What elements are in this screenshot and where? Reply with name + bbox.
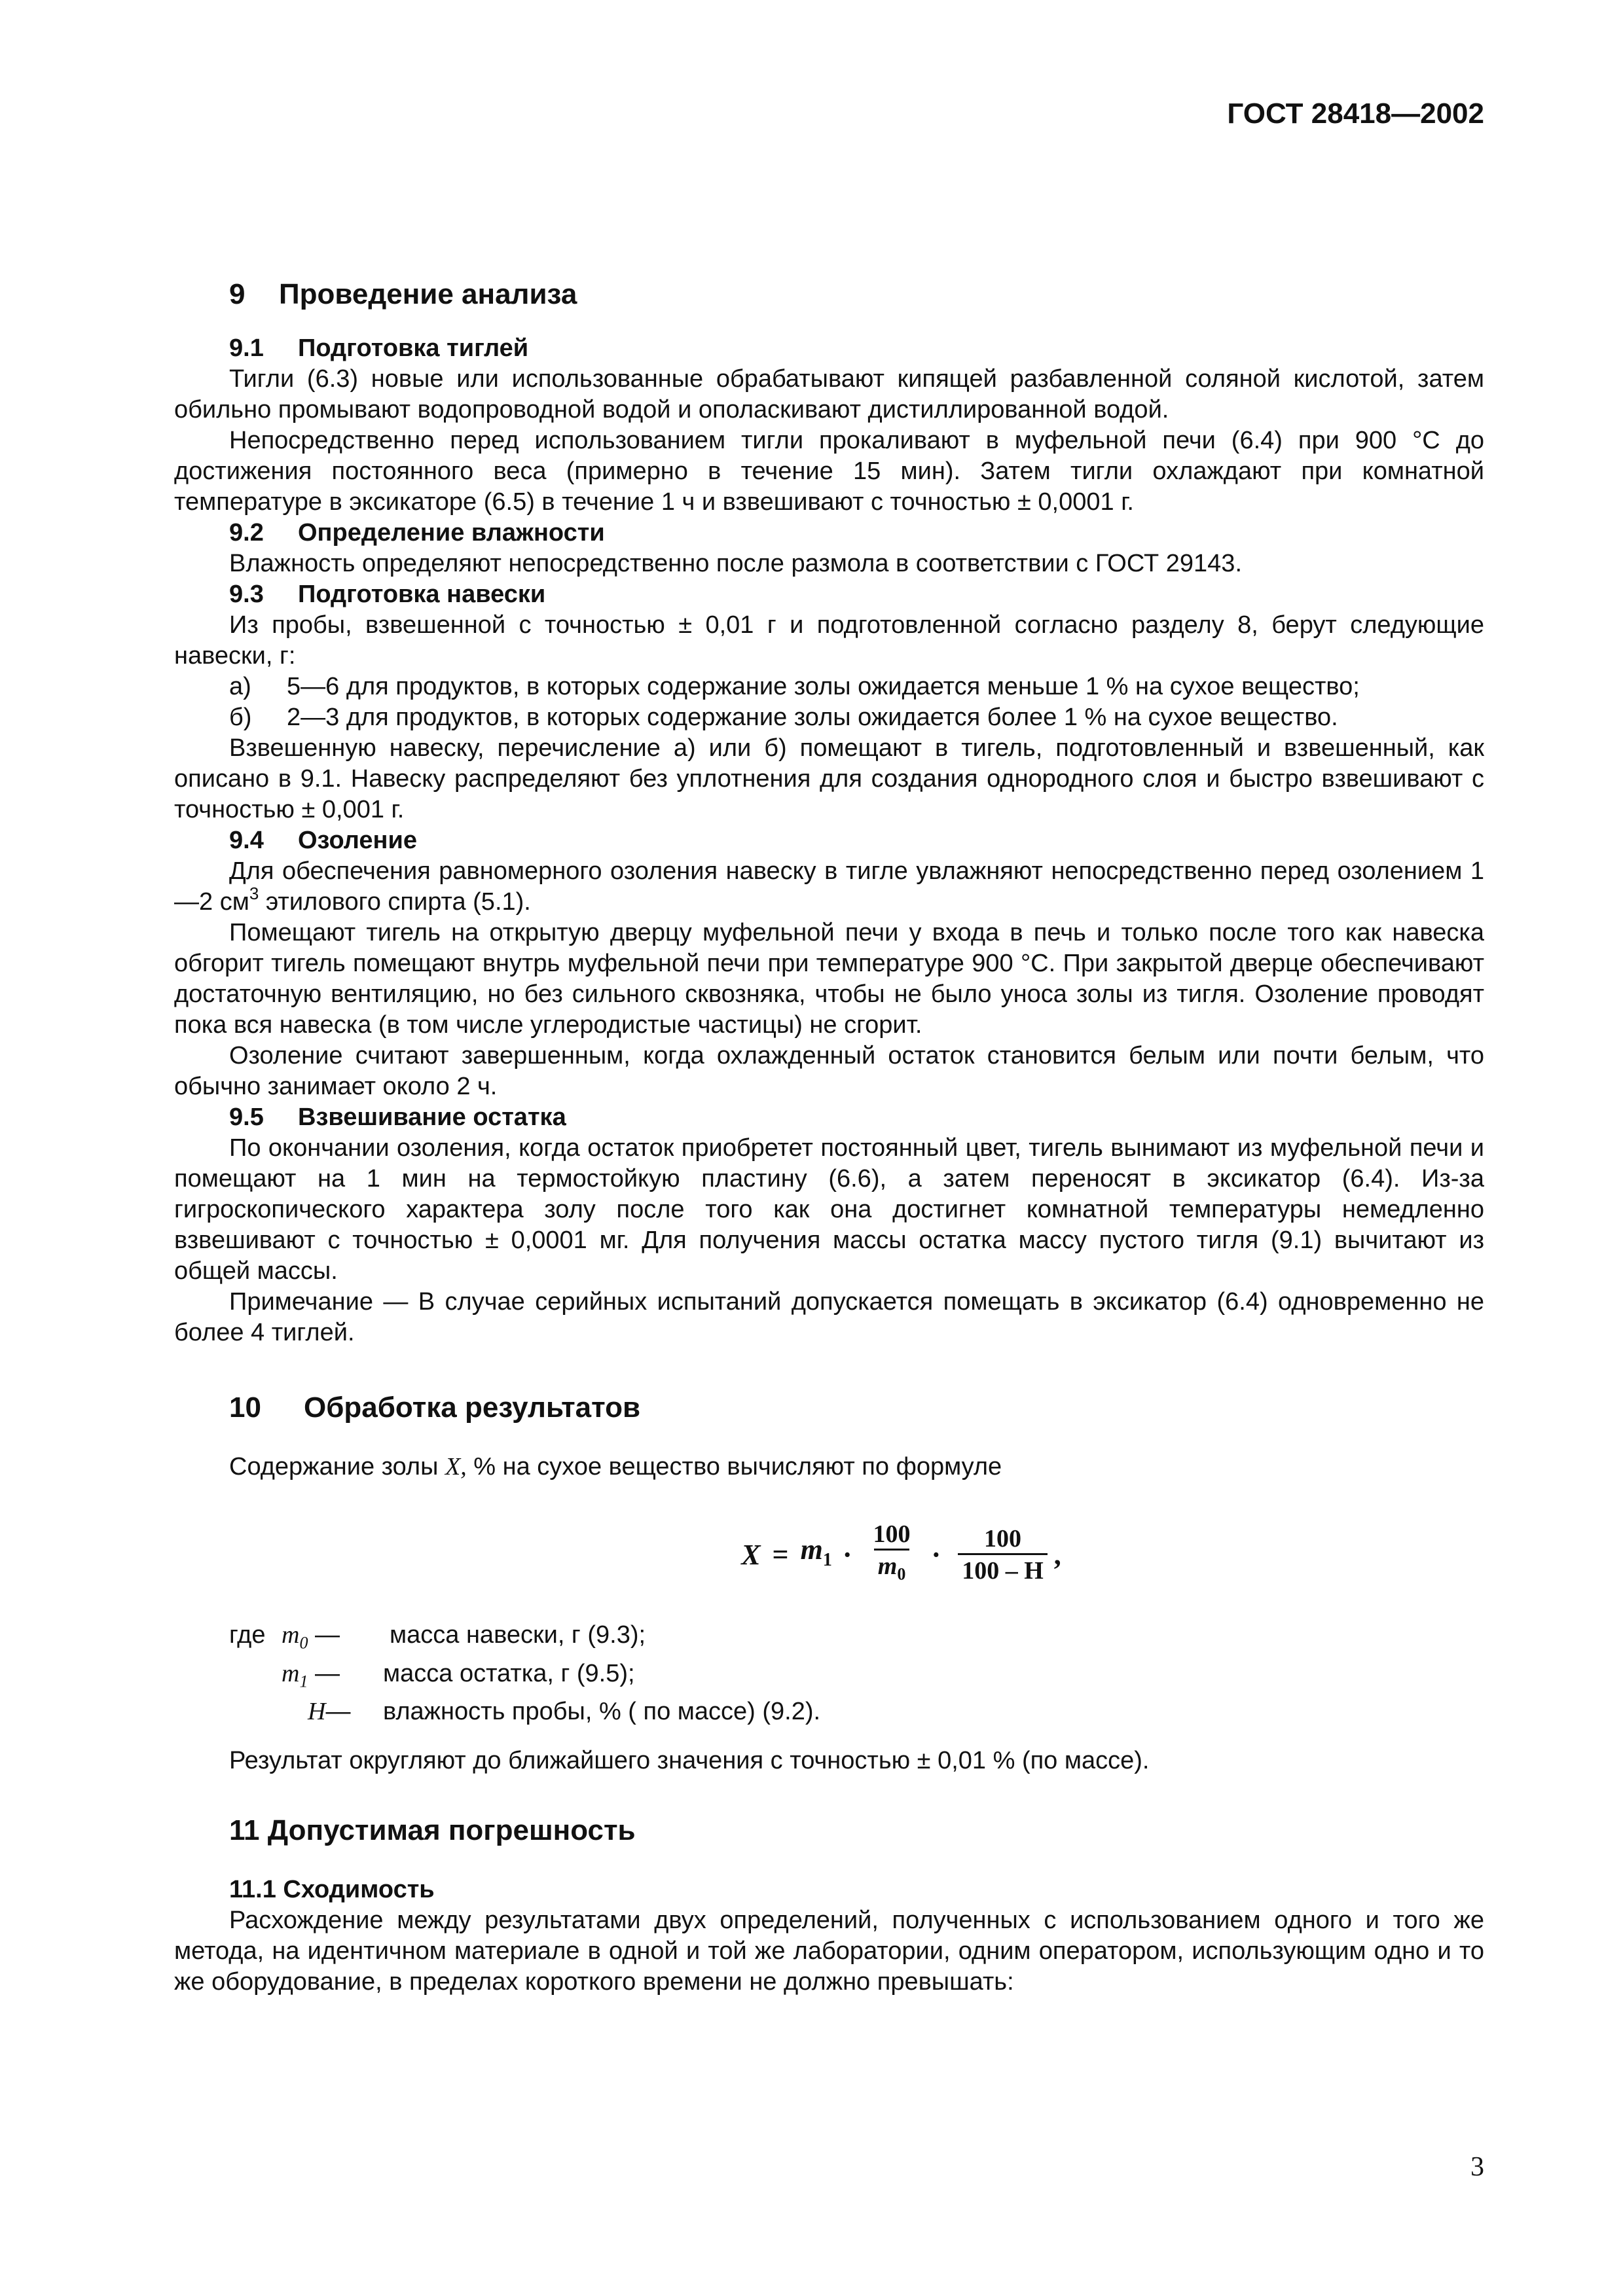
where-label: где [229, 1621, 266, 1649]
definition-row [229, 1696, 1484, 1727]
ash-formula [318, 1509, 1484, 1600]
section-title: Проведение анализа [279, 278, 577, 310]
paragraph-text: % на сухое вещество вычисляют по формуле [466, 1453, 1002, 1480]
subsection-11-1-heading: 11.1 Сходимость [229, 1876, 435, 1904]
paragraph: Расхождение между результатами двух определений, полученных с использованием одного и того же метода, на идентичном материале в одной и той же лаборатории, одним оператором, использующим одно и то же оборудование, в пределах короткого времени не должно превышать: [174, 1907, 1484, 1996]
formula-comma: , [1053, 1538, 1061, 1571]
page-content [174, 277, 1484, 1998]
subscript: 0 [897, 1564, 906, 1584]
subscript: 1 [822, 1549, 832, 1570]
subsection-title: Определение влажности [298, 519, 605, 547]
definition-dash: — [308, 1621, 340, 1649]
paragraph: Тигли (6.3) новые или использованные обрабатывают кипящей разбавленной соляной кислотой, затем обильно промывают водопроводной водой и ополаскивают дистиллированной водой. [174, 365, 1484, 423]
variable-definitions [174, 1620, 1484, 1727]
definition-symbol [282, 1659, 383, 1697]
section-title: Обработка результатов [304, 1391, 641, 1424]
page-number: 3 [1470, 2152, 1484, 2182]
paragraph: Помещают тигель на открытую дверцу муфельной печи у входа в печь и только после того как навеска обгорит тигель помещают внутрь муфельной печи при температуре 900 °С. При закрытой дверце обеспечивают достаточную вентиляцию, но без сильного сквозняка, чтобы не было уноса золы из тигля. Озоление проводят пока вся навеска (в том числе углеродистые частицы) не сгорит. [174, 919, 1484, 1039]
rounding-rule: Результат округляют до ближайшего значения с точностью ± 0,01 % (по массе). [229, 1747, 1150, 1775]
spacer [229, 1659, 282, 1697]
paragraph-text: Для обеспечения равномерного озоления навеску в тигле увлажняют непосредственно перед озолением 1—2 см [174, 857, 1484, 916]
definition-text: влажность пробы, % ( по массе) (9.2). [383, 1698, 821, 1726]
fraction-100-over-m0 [869, 1520, 915, 1589]
section-number: 10 [229, 1391, 261, 1424]
formula-intro [174, 1452, 1484, 1482]
fraction-numerator: 100 [873, 1520, 911, 1549]
paragraph: По окончании озоления, когда остаток приобретет постоянный цвет, тигель вынимают из муфельной печи и помещают на 1 мин на термостойкую пластину (6.6), а затем переносят в эксикатор (6.4). Из-за гигроскопического характера золу после того как она достигнет комнатной температуры немедленно взвешивают с точностью ± 0,0001 мг. Для получения массы остатка массу пустого тигля (9.1) вычитают из общей массы. [174, 1134, 1484, 1285]
subsection-title: Подготовка тиглей [298, 334, 529, 362]
spacer [229, 1696, 308, 1727]
subsection-number: 9.1 [229, 334, 264, 362]
section-number: 9 [229, 278, 246, 310]
fraction-numerator: 100 [984, 1524, 1022, 1552]
section-11-heading: 11 Допустимая погрешность [229, 1814, 636, 1847]
superscript: 3 [249, 884, 259, 903]
paragraph-text: этилового спирта (5.1). [259, 888, 531, 916]
paragraph: Взвешенную навеску, перечисление а) или б) помещают в тигель, подготовленный и взвешенный, как описано в 9.1. Навеску распределяют без уплотнения для создания однородного слоя и быстро взвешивают с точностью ± 0,001 г. [174, 734, 1484, 823]
definition-symbol [308, 1696, 383, 1727]
definition-dash: — [308, 1659, 340, 1687]
section-10-heading [174, 1390, 1484, 1426]
subsection-9-5-heading [174, 1102, 1484, 1133]
subsection-9-2-heading [174, 518, 1484, 548]
list-item-text: 2—3 для продуктов, в которых содержание золы ожидается более 1 % на сухое вещество. [287, 704, 1338, 731]
subscript: 1 [299, 1672, 308, 1691]
subsection-number: 9.4 [229, 827, 264, 854]
list-item-label: б) [229, 704, 252, 731]
note: Примечание — В случае серийных испытаний допускается помещать в эксикатор (6.4) одновременно не более 4 тиглей. [174, 1288, 1484, 1346]
paragraph: Влажность определяют непосредственно после размола в соответствии с ГОСТ 29143. [229, 550, 1242, 577]
list-item [174, 672, 1484, 702]
formula-dot: · [842, 1538, 852, 1571]
variable-symbol: m [282, 1621, 300, 1649]
variable-x: X, [445, 1453, 467, 1480]
definition-symbol [275, 1620, 390, 1659]
subsection-9-1-heading [174, 333, 1484, 364]
variable-m: m [877, 1552, 898, 1581]
formula-m1 [801, 1534, 832, 1575]
document-id: ГОСТ 28418—2002 [1227, 98, 1484, 130]
paragraph [174, 856, 1484, 918]
variable-symbol: H [308, 1698, 326, 1726]
definition-row [229, 1659, 1484, 1697]
fraction-100-over-100-minus-h [958, 1524, 1048, 1585]
definition-dash: — [325, 1698, 351, 1726]
subsection-9-3-heading [174, 579, 1484, 610]
paragraph: Из пробы, взвешенной с точностью ± 0,01 г и подготовленной согласно разделу 8, берут следующие навески, г: [174, 611, 1484, 670]
paragraph-text: Содержание золы [229, 1453, 445, 1480]
subsection-title: Взвешивание остатка [298, 1103, 566, 1131]
list-item-text: 5—6 для продуктов, в которых содержание золы ожидается меньше 1 % на сухое вещество; [287, 673, 1360, 700]
subscript: 0 [299, 1633, 308, 1653]
fraction-denominator: 100 – H [958, 1553, 1048, 1585]
subsection-number: 9.2 [229, 519, 264, 547]
definition-row [229, 1620, 1484, 1659]
subsection-number: 9.5 [229, 1103, 264, 1131]
list-item [174, 702, 1484, 733]
subsection-9-4-heading [174, 825, 1484, 856]
section-9-heading [174, 277, 1484, 312]
definition-text: масса навески, г (9.3); [390, 1621, 646, 1649]
subsection-title: Озоление [298, 827, 417, 854]
subsection-title: Подготовка навески [298, 581, 546, 608]
definition-text: масса остатка, г (9.5); [383, 1659, 635, 1687]
formula-equals: = [772, 1538, 789, 1571]
subsection-number: 9.3 [229, 581, 264, 608]
variable-m: m [800, 1533, 823, 1566]
paragraph: Непосредственно перед использованием тигли прокаливают в муфельной печи (6.4) при 900 °С до достижения постоянного веса (примерно в течение 15 мин). Затем тигли охлаждают при комнатной температуре в эксикаторе (6.5) в течение 1 ч и взвешивают с точностью ± 0,0001 г. [174, 427, 1484, 516]
list-item-label: а) [229, 673, 251, 700]
formula-lhs: X [741, 1538, 761, 1571]
variable-symbol: m [282, 1659, 300, 1687]
fraction-denominator [874, 1549, 910, 1589]
formula-dot: · [931, 1538, 941, 1571]
paragraph: Озоление считают завершенным, когда охлажденный остаток становится белым или почти белым, что обычно занимает около 2 ч. [174, 1042, 1484, 1100]
